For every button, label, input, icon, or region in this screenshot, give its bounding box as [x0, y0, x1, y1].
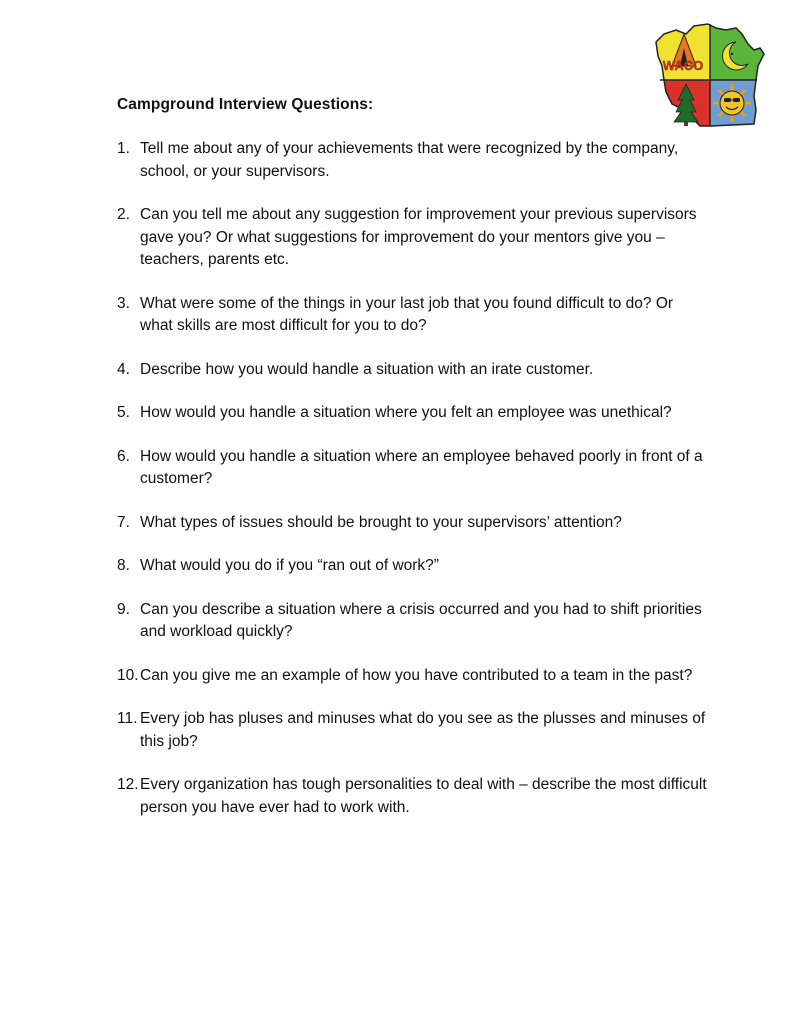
question-number: 9.: [117, 600, 130, 618]
question-item: [117, 293, 707, 338]
question-number: 5.: [117, 404, 130, 421]
question-number: 4.: [117, 360, 130, 378]
question-text: Can you tell me about any suggestion for improvement your previous supervisors gave you? Or what suggestions for improvement do your mentors give you – teachers, parents etc.: [140, 206, 697, 268]
question-item: [117, 204, 707, 272]
question-number: 8.: [117, 557, 130, 574]
question-text: Can you give me an example of how you have contributed to a team in the past?: [140, 666, 693, 684]
question-number: 12.: [117, 776, 139, 793]
question-item: [117, 446, 707, 491]
question-text: Tell me about any of your achievements that were recognized by the company, school, or your supervisors.: [140, 140, 679, 180]
question-text: Describe how you would handle a situation with an irate customer.: [140, 360, 594, 378]
question-text: Can you describe a situation where a crisis occurred and you had to shift priorities and workload quickly?: [140, 600, 702, 640]
question-item: [117, 402, 707, 425]
question-number: 10.: [117, 666, 139, 684]
question-item: [117, 665, 707, 688]
question-item: [117, 138, 707, 183]
logo-text: WACO: [662, 58, 704, 73]
question-text: Every job has pluses and minuses what do you see as the plusses and minuses of this job?: [140, 710, 706, 750]
question-item: [117, 512, 707, 535]
question-number: 1.: [117, 140, 130, 157]
question-number: 2.: [117, 206, 130, 223]
waco-logo: [650, 20, 768, 132]
question-item: [117, 555, 707, 578]
question-item: [117, 599, 707, 644]
question-number: 7.: [117, 513, 130, 531]
question-text: How would you handle a situation where an employee behaved poorly in front of a customer?: [140, 447, 703, 487]
question-item: [117, 359, 707, 382]
question-number: 3.: [117, 294, 130, 312]
question-text: What would you do if you “ran out of work?”: [140, 557, 439, 574]
page-title: Campground Interview Questions:: [117, 96, 374, 113]
question-text: What types of issues should be brought to your supervisors’ attention?: [140, 513, 622, 531]
question-number: 11.: [117, 710, 138, 727]
question-item: [117, 774, 707, 819]
question-number: 6.: [117, 447, 130, 465]
question-item: [117, 708, 707, 753]
question-text: How would you handle a situation where you felt an employee was unethical?: [140, 404, 672, 421]
question-list: [117, 138, 707, 840]
question-text: What were some of the things in your last job that you found difficult to do? Or what skills are most difficult for you to do?: [140, 294, 674, 334]
question-text: Every organization has tough personalities to deal with – describe the most difficult person you have ever had to work with.: [140, 776, 707, 816]
